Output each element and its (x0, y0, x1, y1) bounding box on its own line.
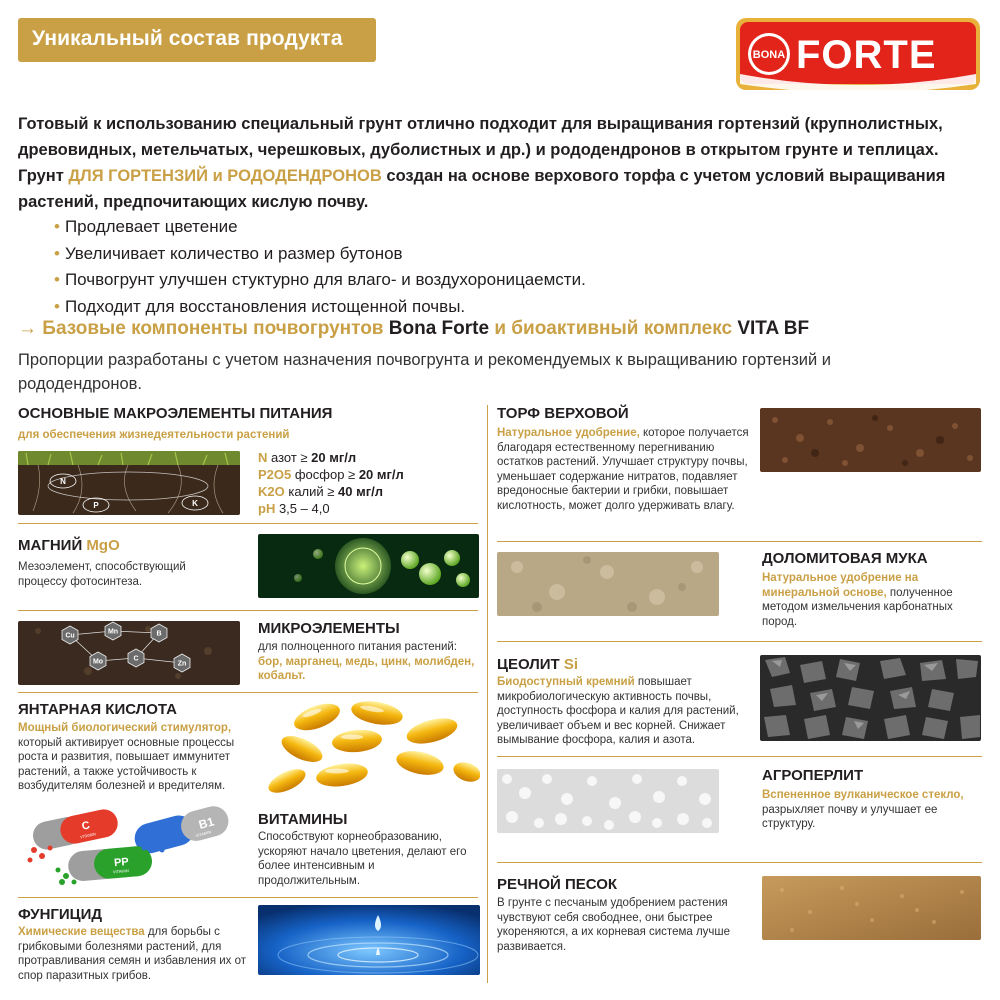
capsule-c-label: C (80, 819, 92, 833)
dolomite-text: Натуральное удобрение на минеральной основе, полученное методом измельчения карбонатных пород. (762, 572, 953, 628)
cu-label: Cu (65, 632, 75, 640)
logo-small-text: BONA (752, 49, 786, 61)
intro-p2a: Грунт (18, 167, 69, 185)
proportions-text: Пропорции разработаны с учетом назначения почвогрунта и рекомендуемых к выращиванию гортензий и рододендронов. (18, 351, 832, 393)
vitamins-title: ВИТАМИНЫ (258, 811, 348, 828)
dolomite-image (497, 552, 719, 616)
macro-title: ОСНОВНЫЕ МАКРОЭЛЕМЕНТЫ ПИТАНИЯ (18, 405, 333, 422)
sand-title: РЕЧНОЙ ПЕСОК (497, 876, 618, 893)
water-drop-image (258, 905, 480, 975)
phosphorus-row: P2O5 фосфор ≥ 20 мг/л (258, 467, 404, 482)
c-label: C (133, 655, 139, 663)
benefit-item: • Продлевает цветение (54, 217, 238, 236)
logo-graphic (736, 18, 980, 90)
sand-text: В грунте с песчаным удобрением растения чувствуют себя свободнее, они быстрее укореняются, а их корневая система лучше развивается. (497, 897, 731, 953)
capsule-c-sub: VITAMIN (79, 831, 97, 840)
peat-image (760, 408, 981, 472)
intro-p2b: создан на основе верхового торфа с учетом условий выращивания растений, предпочитающих кислую почву. (18, 167, 946, 211)
amber-capsules-image (262, 697, 480, 794)
fungicide-title: ФУНГИЦИД (18, 906, 103, 923)
row-divider (18, 897, 478, 898)
perlite-text: Вспененное вулканическое стекло, разрыхляет почву и улучшает ее структуру. (762, 789, 964, 830)
column-divider (487, 405, 488, 983)
page-title-banner (18, 18, 376, 62)
zeolite-image (760, 655, 981, 741)
row-divider (497, 756, 982, 757)
perlite-title: АГРОПЕРЛИТ (762, 767, 864, 784)
row-divider (18, 692, 478, 693)
zeolite-title: ЦЕОЛИТ Si (497, 656, 579, 673)
perlite-image (497, 769, 719, 833)
dolomite-title: ДОЛОМИТОВАЯ МУКА (762, 550, 928, 567)
magnesium-title: МАГНИЙ MgO (18, 537, 120, 554)
k-label: K (192, 499, 198, 508)
potassium-row: K2O калий ≥ 40 мг/л (258, 484, 384, 499)
row-divider (18, 523, 478, 524)
base-components-heading: → Базовые компоненты почвогрунтов Bona Forte и биоактивный комплекс VITA BF (18, 318, 810, 339)
benefit-item: • Увеличивает количество и размер бутонов (54, 243, 403, 263)
capsule-b1-label: B1 (197, 814, 216, 832)
ph-row: pH 3,5 – 4,0 (258, 501, 330, 516)
capsule-pp-sub: VITAMIN (112, 868, 129, 875)
p-label: P (93, 501, 99, 510)
mn-label: Mn (107, 628, 119, 636)
intro-highlight: ДЛЯ ГОРТЕНЗИЙ и РОДОДЕНДРОНОВ (68, 167, 382, 185)
nitrogen-row: N азот ≥ 20 мг/л (258, 450, 357, 465)
succinic-title: ЯНТАРНАЯ КИСЛОТА (18, 701, 177, 718)
row-divider (497, 541, 982, 542)
peat-text: Натуральное удобрение, которое получается благодаря естественному перегниванию остатков растений. Улучшает структуру почвы, уменьшает содержание нитратов, подавляет вредоносные бактерии и грибки, повышает кислотность, может долго удерживать влагу. (497, 427, 749, 512)
benefit-item: • Почвогрунт улучшен стуктурно для влаго- и воздухороницаемсти. (54, 270, 586, 289)
benefit-item: • Подходит для восстановления истощенной почвы. (54, 296, 466, 316)
capsule-pp-label: PP (113, 856, 130, 870)
vitamin-capsules-image (22, 802, 240, 888)
cell-green-image (258, 534, 479, 598)
intro-p1: Готовый к использованию специальный грунт отлично подходит для выращивания гортензий (крупнолистных, древовидных, метельчатых, черешковых, дуболистных и др.) и рододендронов в открытом грунте и теплицах. (18, 115, 943, 159)
row-divider (497, 862, 982, 863)
benefits-list (54, 214, 586, 320)
page-title: Уникальный состав продукта (32, 27, 343, 50)
zeolite-text: Биодоступный кремний повышает микробиологическую активность почвы, доступность фосфора и калия для растений, увеличивает объем и вес корней. Снижает вымывание фосфора, калия и азота. (497, 676, 739, 746)
macro-values (258, 449, 404, 517)
fungicide-text: Химические вещества для борьбы с грибковыми болезнями растений, для протравливания семян и избавления их от спор паразитных грибов. (18, 926, 247, 982)
bona-forte-logo (736, 18, 980, 90)
b-label: B (156, 630, 162, 638)
magnesium-text: Мезоэлемент, способствующий процессу фотосинтеза. (18, 561, 186, 588)
succinic-text: Мощный биологический стимулятор, который активирует основные процессы роста и развития, повышает иммунитет растений, а также устойчивость к возбудителям болезней и вредителям. (18, 722, 235, 792)
vitamins-text: Способствуют корнеобразованию, ускоряют начало цветения, делают его более интенсивным и продолжительным. (258, 831, 467, 887)
micro-title: МИКРОЭЛЕМЕНТЫ (258, 620, 400, 637)
intro-text (18, 111, 983, 215)
row-divider (18, 610, 478, 611)
zn-label: Zn (177, 660, 187, 668)
n-label: N (60, 477, 66, 486)
micro-elements-image (18, 621, 240, 685)
mo-label: Mo (92, 658, 104, 666)
brand-name: Bona Forte (388, 318, 490, 339)
soil-roots-image (18, 451, 240, 515)
logo-big-text: FORTE (796, 33, 937, 77)
macro-subtitle: для обеспечения жизнедеятельности растений (18, 429, 290, 441)
micro-text: для полноценного питания растений: бор, марганец, медь, цинк, молибден, кобальт. (258, 641, 475, 682)
peat-title: ТОРФ ВЕРХОВОЙ (497, 405, 629, 422)
vita-name: VITA BF (737, 318, 810, 339)
row-divider (497, 641, 982, 642)
arrow-icon: → (18, 318, 37, 339)
sand-image (762, 876, 981, 940)
capsule-b1-sub: VITAMIN (194, 829, 212, 839)
